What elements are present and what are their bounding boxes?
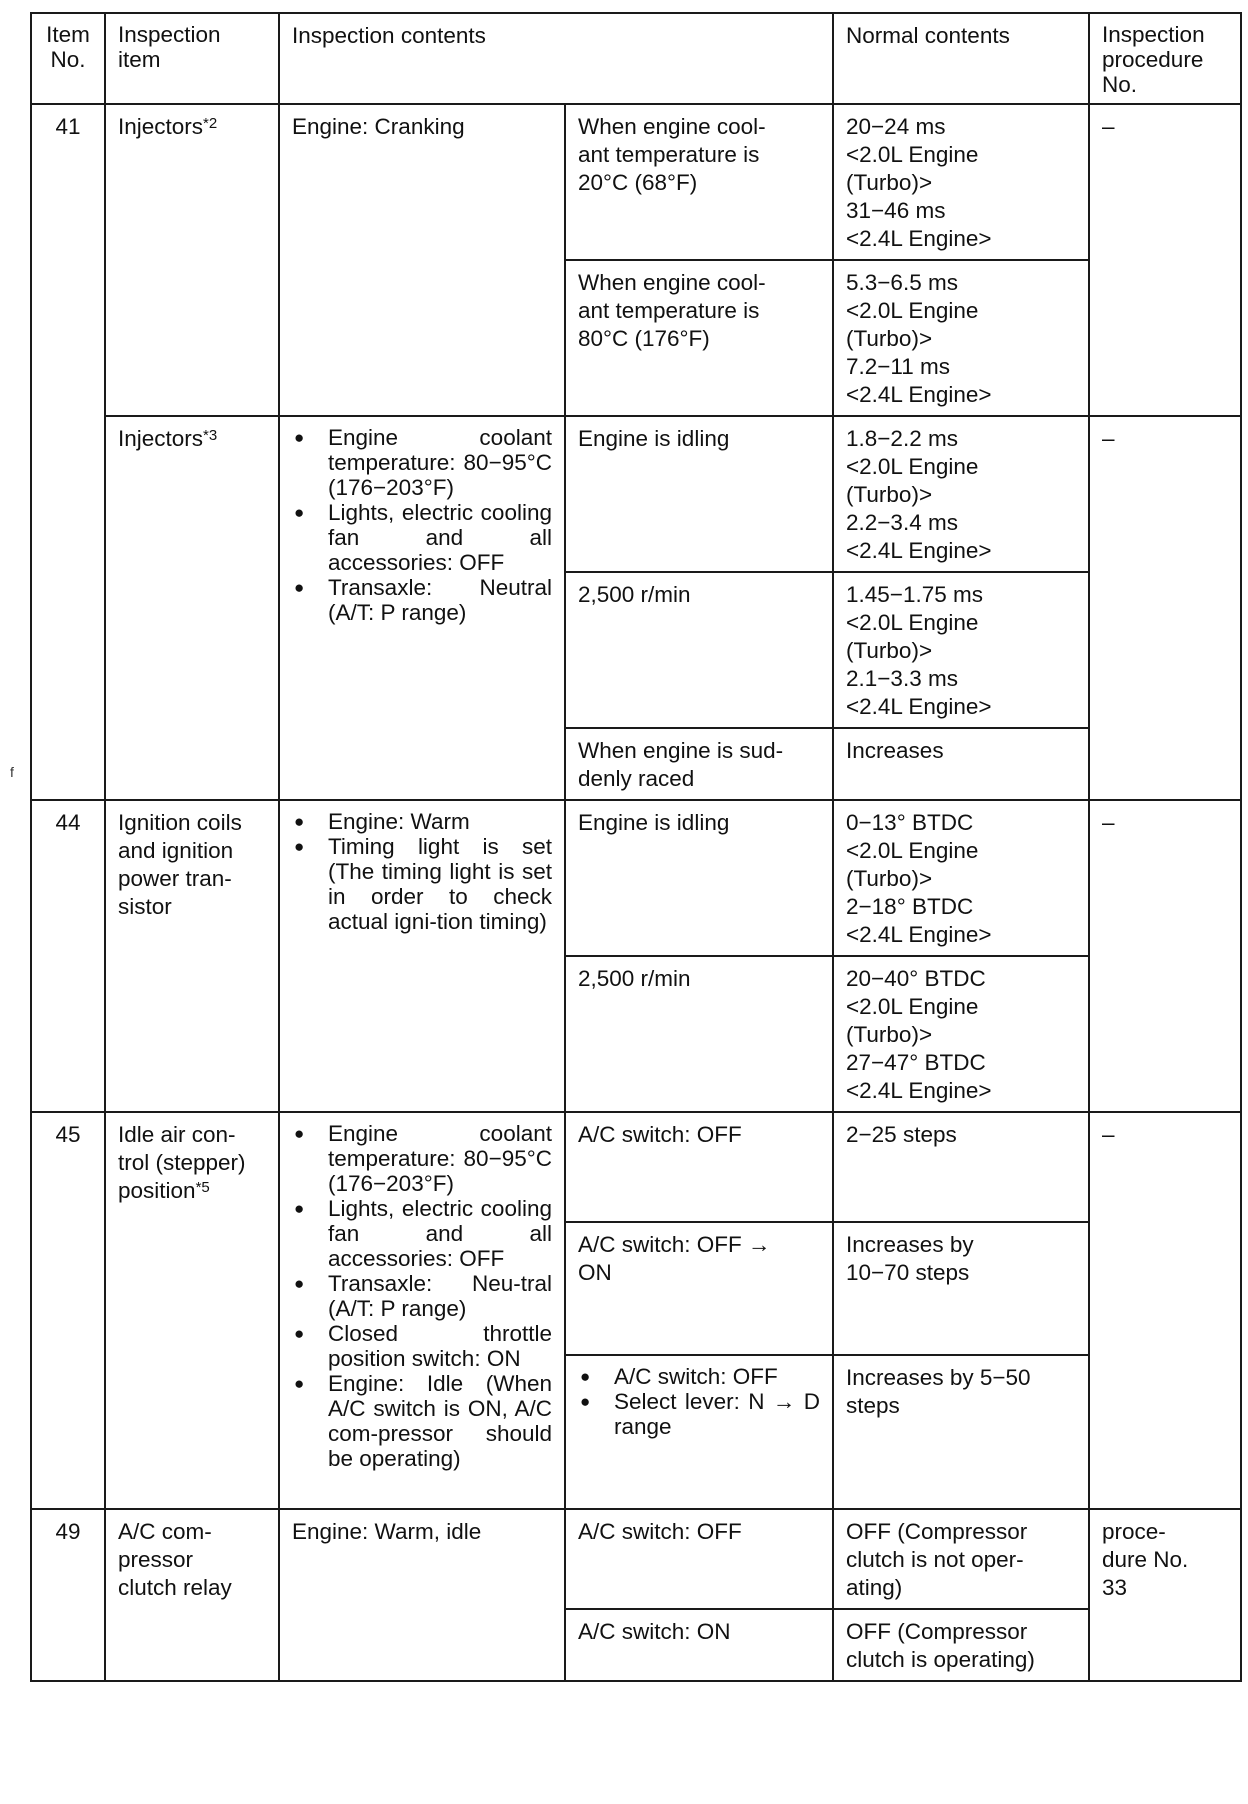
normal-contents: OFF (Compressor clutch is operating) — [833, 1609, 1089, 1681]
inspection-subcondition: 2,500 r/min — [565, 572, 833, 728]
item-no-45: 45 — [31, 1112, 105, 1509]
condition-bullet: ● Engine: Warm — [292, 809, 552, 834]
inspection-item-41b: Injectors$^{*3}$ — [105, 416, 279, 800]
normal-contents: 1.8−2.2 ms <2.0L Engine (Turbo)> 2.2−3.4 ms <2.4L Engine> — [833, 416, 1089, 572]
inspection-condition-41b — [279, 416, 565, 800]
condition-bullet: ● Closed throttle position switch: ON — [292, 1321, 552, 1371]
table-row — [31, 800, 1241, 956]
condition-bullet: ● Timing light is set (The timing light is set in order to check actual igni-tion timing) — [292, 834, 552, 934]
condition-bullet: ● Transaxle: Neutral (A/T: P range) — [292, 575, 552, 625]
condition-bullet: ● Engine: Idle (When A/C switch is ON, A/C com-pressor should be operating) — [292, 1371, 552, 1471]
inspection-subcondition: A/C switch: OFF — [565, 1112, 833, 1222]
normal-contents: 0−13° BTDC <2.0L Engine (Turbo)> 2−18° BTDC <2.4L Engine> — [833, 800, 1089, 956]
inspection-subcondition: When engine is sud- denly raced — [565, 728, 833, 800]
inspection-subcondition: A/C switch: ON — [565, 1609, 833, 1681]
inspection-condition-45 — [279, 1112, 565, 1509]
normal-contents: 2−25 steps — [833, 1112, 1089, 1222]
condition-bullet: ● Lights, electric cooling fan and all accessories: OFF — [292, 1196, 552, 1271]
normal-contents: OFF (Compressor clutch is not oper- ating) — [833, 1509, 1089, 1609]
inspection-subcondition: When engine cool- ant temperature is 80°C (176°F) — [565, 260, 833, 416]
normal-contents: 5.3−6.5 ms <2.0L Engine (Turbo)> 7.2−11 ms <2.4L Engine> — [833, 260, 1089, 416]
inspection-item-45: Idle air con- trol (stepper) position$^{*5}$ — [105, 1112, 279, 1509]
table-row — [31, 104, 1241, 260]
inspection-item-49: A/C com- pressor clutch relay — [105, 1509, 279, 1681]
procedure-no: – — [1089, 104, 1241, 416]
inspection-subcondition: A/C switch: OFF → ON — [565, 1222, 833, 1355]
normal-contents: 1.45−1.75 ms <2.0L Engine (Turbo)> 2.1−3.3 ms <2.4L Engine> — [833, 572, 1089, 728]
header-row — [31, 13, 1241, 104]
normal-contents: Increases by 5−50 steps — [833, 1355, 1089, 1509]
inspection-subcondition: Engine is idling — [565, 416, 833, 572]
procedure-no: proce- dure No. 33 — [1089, 1509, 1241, 1681]
inspection-item-41a: Injectors$^{*2}$ — [105, 104, 279, 416]
table-row — [31, 1112, 1241, 1222]
table-row — [31, 416, 1241, 572]
procedure-no: – — [1089, 1112, 1241, 1509]
inspection-subcondition: Engine is idling — [565, 800, 833, 956]
condition-bullet: ● Engine coolant temperature: 80−95°C (176−203°F) — [292, 425, 552, 500]
header-normal-contents: Normal contents — [833, 13, 1089, 104]
header-procedure-no: Inspection procedure No. — [1089, 13, 1241, 104]
condition-bullet: ● Transaxle: Neu-tral (A/T: P range) — [292, 1271, 552, 1321]
procedure-no: – — [1089, 800, 1241, 1112]
stray-mark: f — [10, 764, 14, 780]
procedure-no: – — [1089, 416, 1241, 800]
normal-contents: 20−24 ms <2.0L Engine (Turbo)> 31−46 ms <2.4L Engine> — [833, 104, 1089, 260]
inspection-condition-41a: Engine: Cranking — [279, 104, 565, 416]
inspection-subcondition: 2,500 r/min — [565, 956, 833, 1112]
inspection-subcondition: A/C switch: OFF — [565, 1509, 833, 1609]
inspection-table — [30, 12, 1242, 1682]
inspection-condition-44 — [279, 800, 565, 1112]
item-no-49: 49 — [31, 1509, 105, 1681]
normal-contents: 20−40° BTDC <2.0L Engine (Turbo)> 27−47° BTDC <2.4L Engine> — [833, 956, 1089, 1112]
condition-bullet: ● A/C switch: OFF — [578, 1364, 820, 1389]
normal-contents: Increases by 10−70 steps — [833, 1222, 1089, 1355]
inspection-subcondition — [565, 1355, 833, 1509]
item-no-44: 44 — [31, 800, 105, 1112]
header-inspection-contents: Inspection contents — [279, 13, 833, 104]
item-no-41: 41 — [31, 104, 105, 800]
table-row — [31, 1509, 1241, 1609]
header-inspection-item: Inspection item — [105, 13, 279, 104]
normal-contents: Increases — [833, 728, 1089, 800]
condition-bullet: ● Select lever: N → D range — [578, 1389, 820, 1439]
header-item-no: Item No. — [31, 13, 105, 104]
condition-bullet: ● Engine coolant temperature: 80−95°C (176−203°F) — [292, 1121, 552, 1196]
condition-bullet: ● Lights, electric cooling fan and all accessories: OFF — [292, 500, 552, 575]
inspection-condition-49: Engine: Warm, idle — [279, 1509, 565, 1681]
inspection-subcondition: When engine cool- ant temperature is 20°C (68°F) — [565, 104, 833, 260]
inspection-item-44: Ignition coils and ignition power tran- sistor — [105, 800, 279, 1112]
